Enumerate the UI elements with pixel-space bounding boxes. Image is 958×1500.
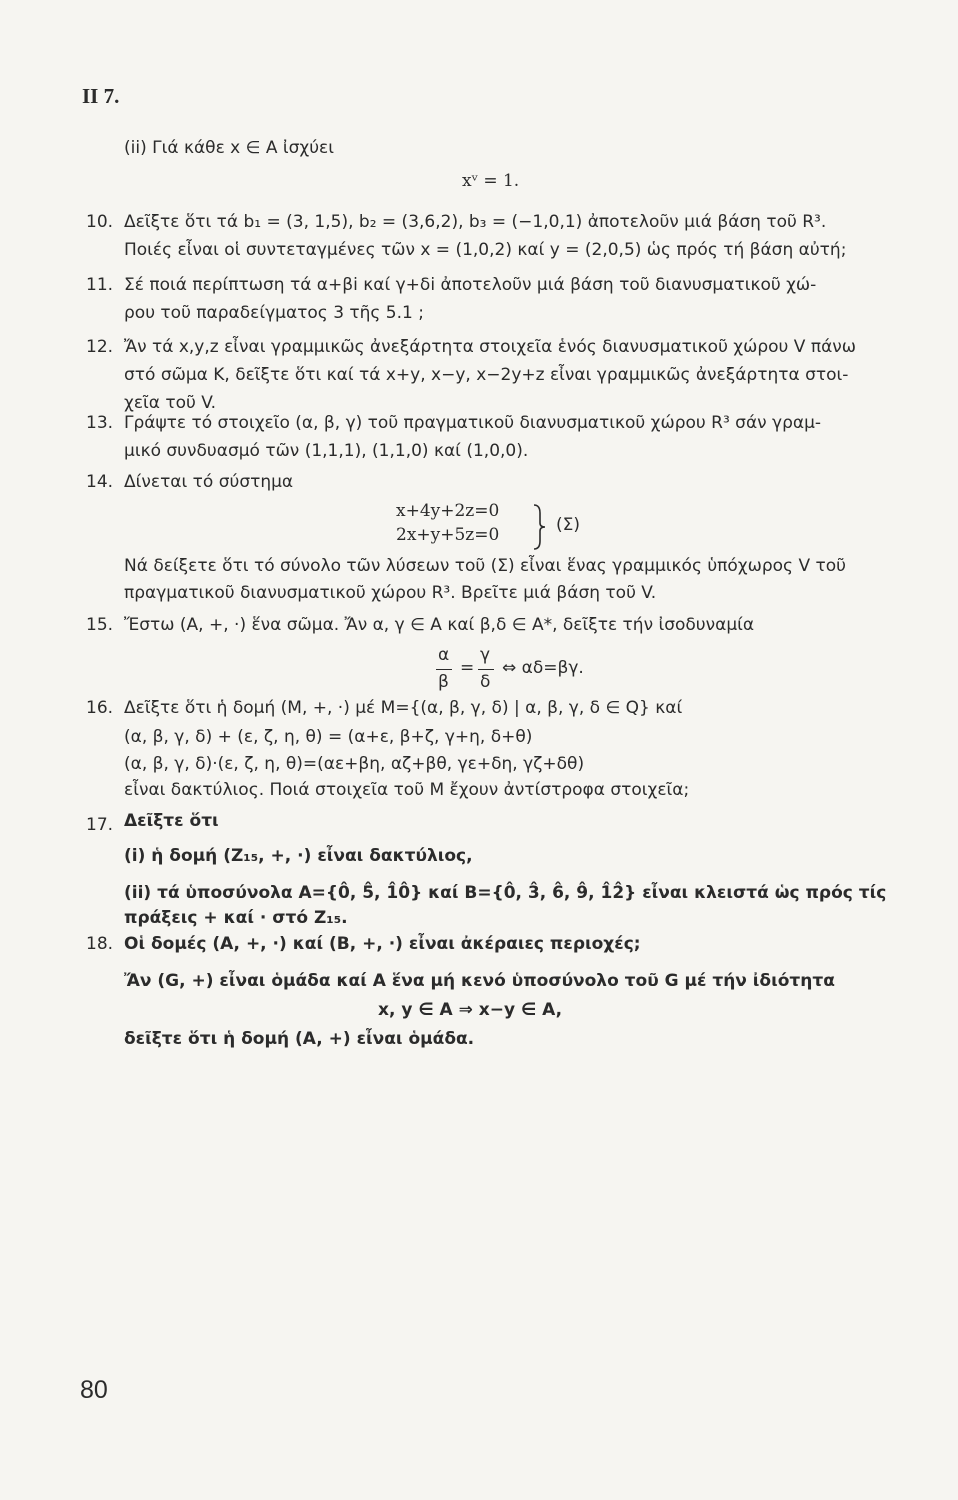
exercise-text: Ἄν τά x,y,z εἶναι γραμμικῶς ἀνεξάρτητα στοιχεῖα ἑνός διανυσματικοῦ χώρου V πάνω: [124, 337, 857, 357]
exercise-text: πραγματικοῦ διανυσματικοῦ χώρου R³. Βρεῖτε μιά βάση τοῦ V.: [124, 583, 657, 603]
exercise-number: 10.: [86, 212, 114, 232]
page-number: 80: [80, 1376, 108, 1404]
exercise-text: Ποιές εἶναι οἱ συντεταγμένες τῶν x = (1,0,2) καί y = (2,0,5) ὡς πρός τή βάση αὐτή;: [124, 240, 847, 260]
exercise-text: στό σῶμα K, δεῖξτε ὅτι καί τά x+y, x−y, x−2y+z εἶναι γραμμικῶς ἀνεξάρτητα στοι-: [124, 365, 849, 385]
exercise-text: (α, β, γ, δ) + (ε, ζ, η, θ) = (α+ε, β+ζ, γ+η, δ+θ): [124, 727, 533, 747]
exercise-text: χεῖα τοῦ V.: [124, 393, 217, 413]
exercise-text: δεῖξτε ὅτι ἡ δομή (A, +) εἶναι ὁμάδα.: [124, 1029, 475, 1049]
exercise-text: πράξεις + καί · στό Z₁₅.: [124, 908, 348, 928]
fraction-denominator: δ: [480, 672, 491, 692]
fraction-numerator: α: [438, 645, 450, 665]
exercise-text: (α, β, γ, δ)·(ε, ζ, η, θ)=(αε+βη, αζ+βθ, γε+δη, γζ+δθ): [124, 754, 585, 774]
exercise-text: Νά δείξετε ὅτι τό σύνολο τῶν λύσεων τοῦ (Σ) εἶναι ἕνας γραμμικός ὑπόχωρος V τοῦ: [124, 556, 846, 576]
exercise-text: Γράψτε τό στοιχεῖο (α, β, γ) τοῦ πραγματικοῦ διανυσματικοῦ χώρου R³ σάν γραμ-: [124, 413, 822, 433]
system-equation-2: 2x+y+5z=0: [396, 525, 500, 545]
exercise-number: 18.: [86, 934, 114, 954]
exercise-text: Ἄν (G, +) εἶναι ὁμάδα καί A ἕνα μή κενό ὑποσύνολο τοῦ G μέ τήν ἰδιότητα: [124, 971, 835, 991]
exercise-text: Οἱ δομές (A, +, ·) καί (B, +, ·) εἶναι ἀκέραιες περιοχές;: [124, 934, 641, 954]
exercise-text: Δεῖξτε ὅτι ἡ δομή (M, +, ·) μέ M={(α, β, γ, δ) | α, β, γ, δ ∈ Q} καί: [124, 698, 683, 718]
exercise-text: (ii) τά ὑποσύνολα A={0̂, 5̂, 1̂0̂} καί B={0̂, 3̂, 6̂, 9̂, 1̂2̂} εἶναι κλειστά ὡς πρός τίς: [124, 883, 887, 903]
equation: xᵛ = 1.: [462, 171, 520, 191]
fraction-bar: [436, 669, 452, 670]
exercise-number: 15.: [86, 615, 114, 635]
exercise-text: (i) ἡ δομή (Z₁₅, +, ·) εἶναι δακτύλιος,: [124, 846, 473, 866]
brace-icon: [530, 503, 552, 551]
exercise-text: εἶναι δακτύλιος. Ποιά στοιχεῖα τοῦ M ἔχουν ἀντίστροφα στοιχεῖα;: [124, 780, 690, 800]
exercise-text: ρου τοῦ παραδείγματος 3 τῆς 5.1 ;: [124, 303, 424, 323]
exercise-number: 16.: [86, 698, 114, 718]
exercise-text: μικό συνδυασμό τῶν (1,1,1), (1,1,0) καί (1,0,0).: [124, 441, 529, 461]
exercise-number: 12.: [86, 337, 114, 357]
exercise-text: x, y ∈ A ⇒ x−y ∈ A,: [378, 1000, 563, 1020]
fraction-bar: [478, 669, 494, 670]
exercise-line: (ii) Γιά κάθε x ∈ A ἰσχύει: [124, 138, 335, 158]
exercise-number: 17.: [86, 815, 114, 835]
fraction-denominator: β: [438, 672, 449, 692]
system-label: (Σ): [556, 515, 581, 535]
equals-sign: =: [460, 658, 475, 678]
exercise-number: 14.: [86, 472, 114, 492]
exercise-number: 11.: [86, 275, 114, 295]
exercise-number: 13.: [86, 413, 114, 433]
exercise-text: Δίνεται τό σύστημα: [124, 472, 294, 492]
chapter-header: ΙΙ 7.: [82, 84, 120, 108]
exercise-text: Δεῖξτε ὅτι τά b₁ = (3, 1,5), b₂ = (3,6,2), b₃ = (−1,0,1) ἀποτελοῦν μιά βάση τοῦ R³.: [124, 212, 827, 232]
exercise-text: Ἔστω (A, +, ·) ἕνα σῶμα. Ἄν α, γ ∈ A καί β,δ ∈ A*, δεῖξτε τήν ἰσοδυναμία: [124, 615, 755, 635]
system-equation-1: x+4y+2z=0: [396, 501, 500, 521]
fraction-numerator: γ: [480, 645, 491, 665]
exercise-text: Σέ ποιά περίπτωση τά α+βi καί γ+δi ἀποτελοῦν μιά βάση τοῦ διανυσματικοῦ χώ-: [124, 275, 817, 295]
exercise-text: Δεῖξτε ὅτι: [124, 811, 219, 831]
equivalence-text: ⇔ αδ=βγ.: [502, 658, 584, 678]
